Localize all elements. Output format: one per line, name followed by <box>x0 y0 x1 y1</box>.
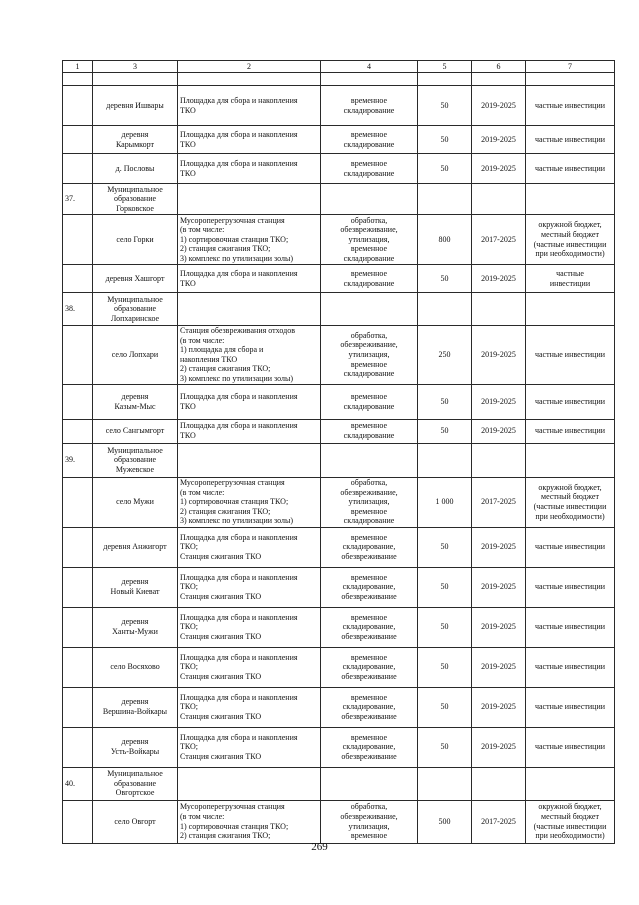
empty-cell <box>63 326 93 385</box>
capacity-value: 50 <box>418 419 472 443</box>
settlement-name: д. Пословы <box>93 154 178 184</box>
empty-cell <box>321 293 418 326</box>
row-number: 38. <box>63 293 93 326</box>
empty-cell <box>321 767 418 800</box>
capacity-value: 250 <box>418 326 472 385</box>
empty-cell <box>178 293 321 326</box>
facility-object: Мусороперегрузочная станция (в том числе: 1) сортировочная станция ТКО; 2) станция сжигания ТКО; 3) комплекс по утилизации золы) <box>178 215 321 265</box>
empty-cell <box>178 184 321 215</box>
funding-source: частные инвестиции <box>526 647 615 687</box>
empty-cell <box>321 443 418 477</box>
settlement-row <box>63 607 615 647</box>
implementation-period: 2019-2025 <box>472 419 526 443</box>
empty-cell <box>63 73 93 86</box>
facility-object: Площадка для сбора и накопления ТКО; Станция сжигания ТКО <box>178 727 321 767</box>
empty-cell <box>472 443 526 477</box>
funding-source: окружной бюджет, местный бюджет (частные инвестиции при необходимости) <box>526 477 615 527</box>
empty-cell <box>418 73 472 86</box>
activity-type: обработка, обезвреживание, утилизация, временное складирование <box>321 477 418 527</box>
implementation-period: 2019-2025 <box>472 607 526 647</box>
settlement-name: деревня Казым-Мыс <box>93 384 178 419</box>
facility-object: Площадка для сбора и накопления ТКО <box>178 384 321 419</box>
capacity-value: 50 <box>418 567 472 607</box>
settlement-name: село Сангымгорт <box>93 419 178 443</box>
municipality-name: Муниципальное образование Горковское <box>93 184 178 215</box>
funding-source: окружной бюджет, местный бюджет (частные инвестиции при необходимости) <box>526 800 615 843</box>
empty-cell <box>321 73 418 86</box>
settlement-name: деревня Усть-Войкары <box>93 727 178 767</box>
header-cell: 5 <box>418 61 472 73</box>
municipality-row <box>63 293 615 326</box>
activity-type: временное складирование <box>321 86 418 126</box>
activity-type: обработка, обезвреживание, утилизация, временное складирование <box>321 326 418 385</box>
facility-object: Площадка для сбора и накопления ТКО <box>178 154 321 184</box>
settlement-name: деревня Хашгорт <box>93 265 178 293</box>
settlement-name: деревня Ханты-Мужи <box>93 607 178 647</box>
municipality-row <box>63 184 615 215</box>
empty-cell <box>93 73 178 86</box>
activity-type: временное складирование <box>321 384 418 419</box>
facility-object: Площадка для сбора и накопления ТКО; Станция сжигания ТКО <box>178 647 321 687</box>
capacity-value: 50 <box>418 687 472 727</box>
implementation-period: 2017-2025 <box>472 800 526 843</box>
municipality-name: Муниципальное образование Овгортское <box>93 767 178 800</box>
activity-type: временное складирование <box>321 419 418 443</box>
implementation-period: 2019-2025 <box>472 687 526 727</box>
facility-object: Площадка для сбора и накопления ТКО <box>178 265 321 293</box>
empty-cell <box>63 567 93 607</box>
capacity-value: 50 <box>418 607 472 647</box>
empty-cell <box>526 293 615 326</box>
empty-cell <box>63 607 93 647</box>
capacity-value: 50 <box>418 727 472 767</box>
capacity-value: 50 <box>418 86 472 126</box>
header-cell: 6 <box>472 61 526 73</box>
facility-object: Площадка для сбора и накопления ТКО <box>178 86 321 126</box>
settlement-name: село Овгорт <box>93 800 178 843</box>
empty-cell <box>321 184 418 215</box>
settlement-row <box>63 154 615 184</box>
empty-cell <box>526 73 615 86</box>
empty-cell <box>63 154 93 184</box>
municipality-row <box>63 443 615 477</box>
implementation-period: 2019-2025 <box>472 86 526 126</box>
empty-cell <box>63 126 93 154</box>
empty-cell <box>418 443 472 477</box>
funding-source: частные инвестиции <box>526 154 615 184</box>
empty-cell <box>418 184 472 215</box>
implementation-period: 2019-2025 <box>472 326 526 385</box>
settlement-row <box>63 86 615 126</box>
row-number: 40. <box>63 767 93 800</box>
settlement-name: деревня Карымкорт <box>93 126 178 154</box>
empty-cell <box>63 727 93 767</box>
capacity-value: 50 <box>418 647 472 687</box>
row-number: 37. <box>63 184 93 215</box>
municipality-row <box>63 767 615 800</box>
settlement-name: деревня Вершина-Войкары <box>93 687 178 727</box>
capacity-value: 800 <box>418 215 472 265</box>
activity-type: временное складирование <box>321 154 418 184</box>
facility-object: Станция обезвреживания отходов (в том числе: 1) площадка для сбора и накопления ТКО 2) станция сжигания ТКО; 3) комплекс по утилизации золы) <box>178 326 321 385</box>
settlement-name: село Лопхари <box>93 326 178 385</box>
facility-object: Площадка для сбора и накопления ТКО <box>178 419 321 443</box>
facility-object: Площадка для сбора и накопления ТКО <box>178 126 321 154</box>
funding-source: частные инвестиции <box>526 727 615 767</box>
implementation-period: 2019-2025 <box>472 727 526 767</box>
empty-cell <box>526 767 615 800</box>
empty-cell <box>63 527 93 567</box>
header-cell: 2 <box>178 61 321 73</box>
implementation-period: 2017-2025 <box>472 477 526 527</box>
activity-type: временное складирование, обезвреживание <box>321 567 418 607</box>
header-cell: 1 <box>63 61 93 73</box>
empty-cell <box>178 73 321 86</box>
header-cell: 4 <box>321 61 418 73</box>
settlement-row <box>63 527 615 567</box>
settlement-row <box>63 687 615 727</box>
funding-source: частные инвестиции <box>526 86 615 126</box>
implementation-period: 2019-2025 <box>472 647 526 687</box>
settlement-row <box>63 326 615 385</box>
spacer-row <box>63 73 615 86</box>
empty-cell <box>472 767 526 800</box>
empty-cell <box>63 687 93 727</box>
settlement-name: деревня Новый Киеват <box>93 567 178 607</box>
activity-type: временное складирование, обезвреживание <box>321 647 418 687</box>
empty-cell <box>63 800 93 843</box>
municipality-name: Муниципальное образование Мужевское <box>93 443 178 477</box>
capacity-value: 50 <box>418 384 472 419</box>
settlement-name: село Восяхово <box>93 647 178 687</box>
facility-object: Мусороперегрузочная станция (в том числе: 1) сортировочная станция ТКО; 2) станция сжигания ТКО; <box>178 800 321 843</box>
settlement-row <box>63 567 615 607</box>
funding-source: частные инвестиции <box>526 126 615 154</box>
settlement-row <box>63 800 615 843</box>
activity-type: временное складирование, обезвреживание <box>321 527 418 567</box>
funding-source: частные инвестиции <box>526 326 615 385</box>
empty-cell <box>472 73 526 86</box>
waste-facilities-table <box>62 60 615 844</box>
settlement-name: деревня Анжигорт <box>93 527 178 567</box>
settlement-row <box>63 477 615 527</box>
funding-source: частные инвестиции <box>526 384 615 419</box>
facility-object: Площадка для сбора и накопления ТКО; Станция сжигания ТКО <box>178 607 321 647</box>
capacity-value: 1 000 <box>418 477 472 527</box>
settlement-name: деревня Ишвары <box>93 86 178 126</box>
empty-cell <box>178 767 321 800</box>
capacity-value: 50 <box>418 527 472 567</box>
settlement-name: село Горки <box>93 215 178 265</box>
activity-type: временное складирование, обезвреживание <box>321 727 418 767</box>
empty-cell <box>418 293 472 326</box>
funding-source: окружной бюджет, местный бюджет (частные инвестиции при необходимости) <box>526 215 615 265</box>
settlement-row <box>63 647 615 687</box>
facility-object: Площадка для сбора и накопления ТКО; Станция сжигания ТКО <box>178 687 321 727</box>
capacity-value: 50 <box>418 126 472 154</box>
implementation-period: 2019-2025 <box>472 265 526 293</box>
capacity-value: 50 <box>418 265 472 293</box>
facility-object: Мусороперегрузочная станция (в том числе: 1) сортировочная станция ТКО; 2) станция сжигания ТКО; 3) комплекс по утилизации золы) <box>178 477 321 527</box>
settlement-name: село Мужи <box>93 477 178 527</box>
header-cell: 7 <box>526 61 615 73</box>
empty-cell <box>418 767 472 800</box>
funding-source: частные инвестиции <box>526 567 615 607</box>
row-number: 39. <box>63 443 93 477</box>
empty-cell <box>526 184 615 215</box>
activity-type: временное складирование, обезвреживание <box>321 607 418 647</box>
settlement-row <box>63 265 615 293</box>
page-number: 269 <box>311 841 328 853</box>
empty-cell <box>472 293 526 326</box>
empty-cell <box>472 184 526 215</box>
implementation-period: 2019-2025 <box>472 154 526 184</box>
activity-type: временное складирование <box>321 126 418 154</box>
empty-cell <box>63 384 93 419</box>
activity-type: временное складирование <box>321 265 418 293</box>
funding-source: частные инвестиции <box>526 607 615 647</box>
column-number-header-row <box>63 61 615 73</box>
empty-cell <box>63 215 93 265</box>
header-cell: 3 <box>93 61 178 73</box>
empty-cell <box>63 477 93 527</box>
empty-cell <box>63 419 93 443</box>
implementation-period: 2019-2025 <box>472 527 526 567</box>
implementation-period: 2019-2025 <box>472 567 526 607</box>
implementation-period: 2017-2025 <box>472 215 526 265</box>
implementation-period: 2019-2025 <box>472 384 526 419</box>
capacity-value: 500 <box>418 800 472 843</box>
facility-object: Площадка для сбора и накопления ТКО; Станция сжигания ТКО <box>178 527 321 567</box>
activity-type: обработка, обезвреживание, утилизация, временное складирование <box>321 215 418 265</box>
funding-source: частные инвестиции <box>526 687 615 727</box>
empty-cell <box>63 86 93 126</box>
activity-type: обработка, обезвреживание, утилизация, временное <box>321 800 418 843</box>
settlement-row <box>63 419 615 443</box>
settlement-row <box>63 215 615 265</box>
funding-source: частные инвестиции <box>526 527 615 567</box>
empty-cell <box>63 265 93 293</box>
empty-cell <box>526 443 615 477</box>
empty-cell <box>178 443 321 477</box>
funding-source: частные инвестиции <box>526 265 615 293</box>
settlement-row <box>63 126 615 154</box>
empty-cell <box>63 647 93 687</box>
activity-type: временное складирование, обезвреживание <box>321 687 418 727</box>
implementation-period: 2019-2025 <box>472 126 526 154</box>
municipality-name: Муниципальное образование Лопхаринское <box>93 293 178 326</box>
settlement-row <box>63 384 615 419</box>
facility-object: Площадка для сбора и накопления ТКО; Станция сжигания ТКО <box>178 567 321 607</box>
funding-source: частные инвестиции <box>526 419 615 443</box>
settlement-row <box>63 727 615 767</box>
capacity-value: 50 <box>418 154 472 184</box>
